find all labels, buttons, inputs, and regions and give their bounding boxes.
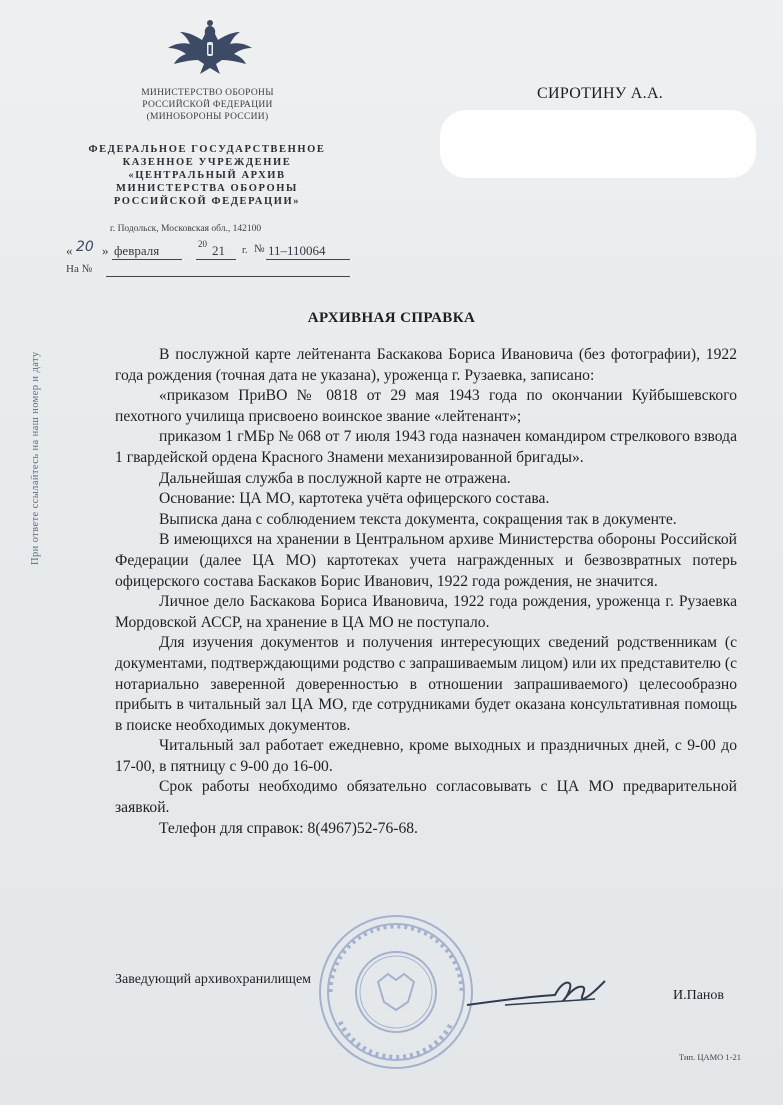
body-paragraph: Телефон для справок: 8(4967)52-76-68.: [159, 819, 418, 837]
body-paragraph: Личное дело Баскакова Бориса Ивановича, 1922 года рождения, уроженца г. Рузаевка Мордовской АССР, на хранение в ЦА МО не поступало.: [115, 593, 737, 631]
ministry-name-block: [100, 87, 315, 123]
body-paragraph: Дальнейшая служба в послужной карте не отражена.: [159, 469, 511, 487]
body-paragraph: Для изучения документов и получения интересующих сведений родственникам (с документами, подтверждающими родство с запрашиваемым лицом) или их представителю (с нотариально заверенной доверенностью в отношении запрашиваемого) целесообразно прибыть в читальный зал ЦА МО, где сотрудниками будет оказана консультативная помощь в поиске необходимых документов.: [115, 634, 737, 734]
body-paragraph: Выписка дана с соблюдением текста документа, сокращения так в документе.: [159, 510, 677, 528]
date-year-suffix: 21: [212, 243, 225, 258]
body-paragraph: В послужной карте лейтенанта Баскакова Бориса Ивановича (без фотографии), 1922 года рождения (точная дата не указана), уроженца г. Рузаевка, записано:: [115, 346, 737, 384]
institution-line: ФЕДЕРАЛЬНОЕ ГОСУДАРСТВЕННОЕ: [88, 144, 326, 155]
reference-line: [66, 263, 366, 279]
ministry-line: РОССИЙСКОЙ ФЕДЕРАЦИИ: [142, 100, 273, 110]
body-paragraph: В имеющихся на хранении в Центральном архиве Министерства обороны Российской Федерации (далее ЦА МО) картотеках учета награжденных и безвозвратных потерь офицерского состава Баскаков Борис Иванович, 1922 года рождения, не значится.: [115, 531, 737, 590]
body-paragraph: «приказом ПриВО № 0818 от 29 мая 1943 года по окончании Куйбышевского пехотного училища присвоено воинское звание «лейтенант»;: [115, 387, 737, 425]
recipient-name: СИРОТИНУ А.А.: [537, 85, 664, 102]
ministry-eagle-emblem-icon: [160, 18, 260, 80]
handwritten-signature-icon: [465, 975, 615, 1015]
margin-reference-note: При ответе ссылайтесь на наш номер и дату: [30, 351, 41, 565]
ministry-line: (МИНОБОРОНЫ РОССИИ): [146, 112, 269, 122]
institution-line: «ЦЕНТРАЛЬНЫЙ АРХИВ: [128, 170, 286, 181]
date-year-label: г.: [242, 245, 248, 256]
date-day: 20: [76, 239, 94, 255]
ministry-line: МИНИСТЕРСТВО ОБОРОНЫ: [141, 88, 274, 98]
body-paragraph: Читальный зал работает ежедневно, кроме выходных и праздничных дней, с 9-00 до 17-00, в пятницу с 9-00 до 16-00.: [115, 737, 737, 775]
certificate-body: [115, 345, 737, 839]
body-paragraph: приказом 1 гМБр № 068 от 7 июля 1943 года назначен командиром стрелкового взвода 1 гвардейской ордена Красного Знамени механизированной бригады».: [115, 428, 737, 466]
institution-address: г. Подольск, Московская обл., 142100: [110, 224, 262, 234]
date-month: февраля: [114, 243, 160, 258]
form-code: Тип. ЦАМО 1-21: [679, 1052, 742, 1062]
signatory-title: Заведующий архивохранилищем: [115, 972, 312, 987]
document-number: 11–110064: [268, 243, 326, 258]
reference-label: На №: [66, 263, 93, 275]
redacted-address-area: [440, 110, 756, 178]
date-year-prefix: 20: [198, 239, 207, 249]
body-paragraph: Срок работы необходимо обязательно согласовывать с ЦА МО предварительной заявкой.: [115, 778, 737, 817]
institution-name-block: [62, 143, 352, 208]
document-title: АРХИВНАЯ СПРАВКА: [307, 310, 476, 326]
institution-line: КАЗЕННОЕ УЧРЕЖДЕНИЕ: [122, 157, 292, 168]
body-paragraph: Основание: ЦА МО, картотека учёта офицерского состава.: [159, 490, 550, 508]
institution-line: МИНИСТЕРСТВА ОБОРОНЫ: [116, 183, 298, 194]
official-stamp-icon: [316, 912, 476, 1072]
document-date-line: « 20 » февраля 20 21 г. № 11–110064: [66, 241, 386, 263]
signatory-name: И.Панов: [673, 988, 725, 1003]
number-label: №: [254, 243, 265, 255]
institution-line: РОССИЙСКОЙ ФЕДЕРАЦИИ»: [113, 196, 301, 207]
